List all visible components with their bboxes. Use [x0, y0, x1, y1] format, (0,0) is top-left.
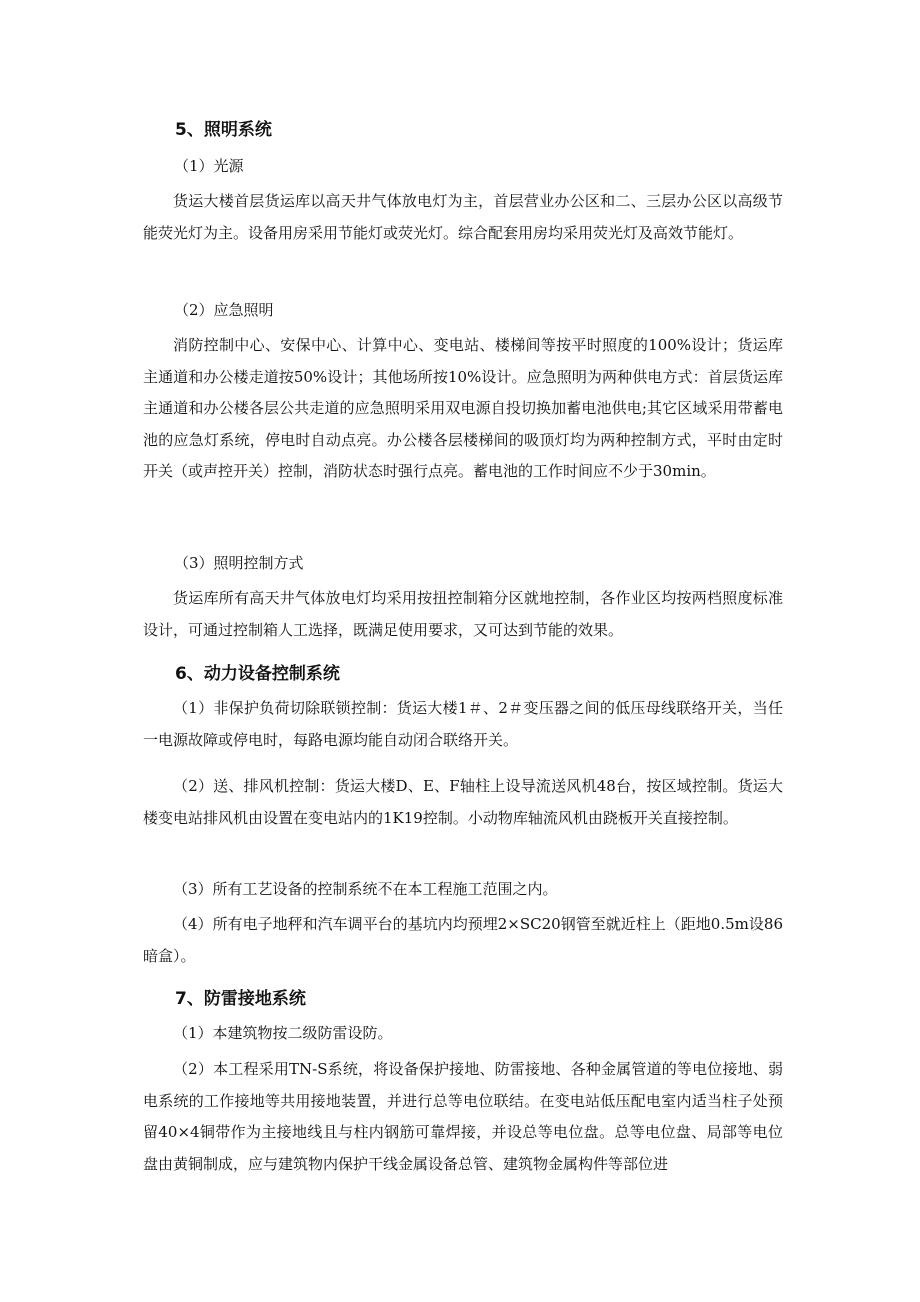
paragraph-power-item-2: （2）送、排风机控制：货运大楼D、E、F轴柱上设导流送风机48台，按区域控制。货运大楼变电站排风机由设置在变电站内的1K19控制。小动物库轴流风机由跷板开关直接控制。 — [143, 777, 783, 827]
paragraph-light-source: 货运大楼首层货运库以高天井气体放电灯为主，首层营业办公区和二、三层办公区以高级节能荧光灯为主。设备用房采用节能灯或荧光灯。综合配套用房均采用荧光灯及高效节能灯。 — [143, 192, 783, 242]
section-heading-lighting: 5、照明系统 — [175, 120, 272, 140]
paragraph-power-item-3: （3）所有工艺设备的控制系统不在本工程施工范围之内。 — [173, 880, 558, 898]
paragraph-emergency-lighting: 消防控制中心、安保中心、计算中心、变电站、楼梯间等按平时照度的100%设计；货运库主通道和办公楼走道按50%设计；其他场所按10%设计。应急照明为两种供电方式：首层货运库主通道和办公楼各层公共走道的应急照明采用双电源自投切换加蓄电池供电;其它区域采用带蓄电池的应急灯系统，停电时自动点亮。办公楼各层楼梯间的吸顶灯均为两种控制方式，平时由定时开关（或声控开关）控制，消防状态时强行点亮。蓄电池的工作时间应不少于30min。 — [143, 336, 783, 480]
paragraph-power-item-1: （1）非保护负荷切除联锁控制：货运大楼1＃、2＃变压器之间的低压母线联络开关，当任一电源故障或停电时，每路电源均能自动闭合联络开关。 — [143, 699, 783, 749]
paragraph-power-item-4: （4）所有电子地秤和汽车调平台的基坑内均预埋2×SC20钢管至就近柱上（距地0.5m设86暗盒）。 — [143, 915, 783, 965]
subheading-lighting-control: （3）照明控制方式 — [174, 554, 304, 572]
section-heading-power-control: 6、动力设备控制系统 — [175, 664, 340, 684]
paragraph-grounding-item-2: （2）本工程采用TN-S系统，将设备保护接地、防雷接地、各种金属管道的等电位接地、弱电系统的工作接地等共用接地装置，并进行总等电位联结。在变电站低压配电室内适当柱子处预留40×4铜带作为主接地线且与柱内钢筋可靠焊接，并设总等电位盘。总等电位盘、局部等电位盘由黄铜制成，应与建筑物内保护干线金属设备总管、建筑物金属构件等部位进 — [143, 1060, 783, 1173]
subheading-light-source: （1）光源 — [174, 157, 244, 175]
paragraph-lighting-control: 货运库所有高天井气体放电灯均采用按扭控制箱分区就地控制，各作业区均按两档照度标准设计，可通过控制箱人工选择，既满足使用要求，又可达到节能的效果。 — [143, 589, 783, 639]
section-heading-lightning-grounding: 7、防雷接地系统 — [175, 989, 306, 1009]
paragraph-grounding-item-1: （1）本建筑物按二级防雷设防。 — [173, 1024, 393, 1042]
subheading-emergency-lighting: （2）应急照明 — [174, 301, 274, 319]
